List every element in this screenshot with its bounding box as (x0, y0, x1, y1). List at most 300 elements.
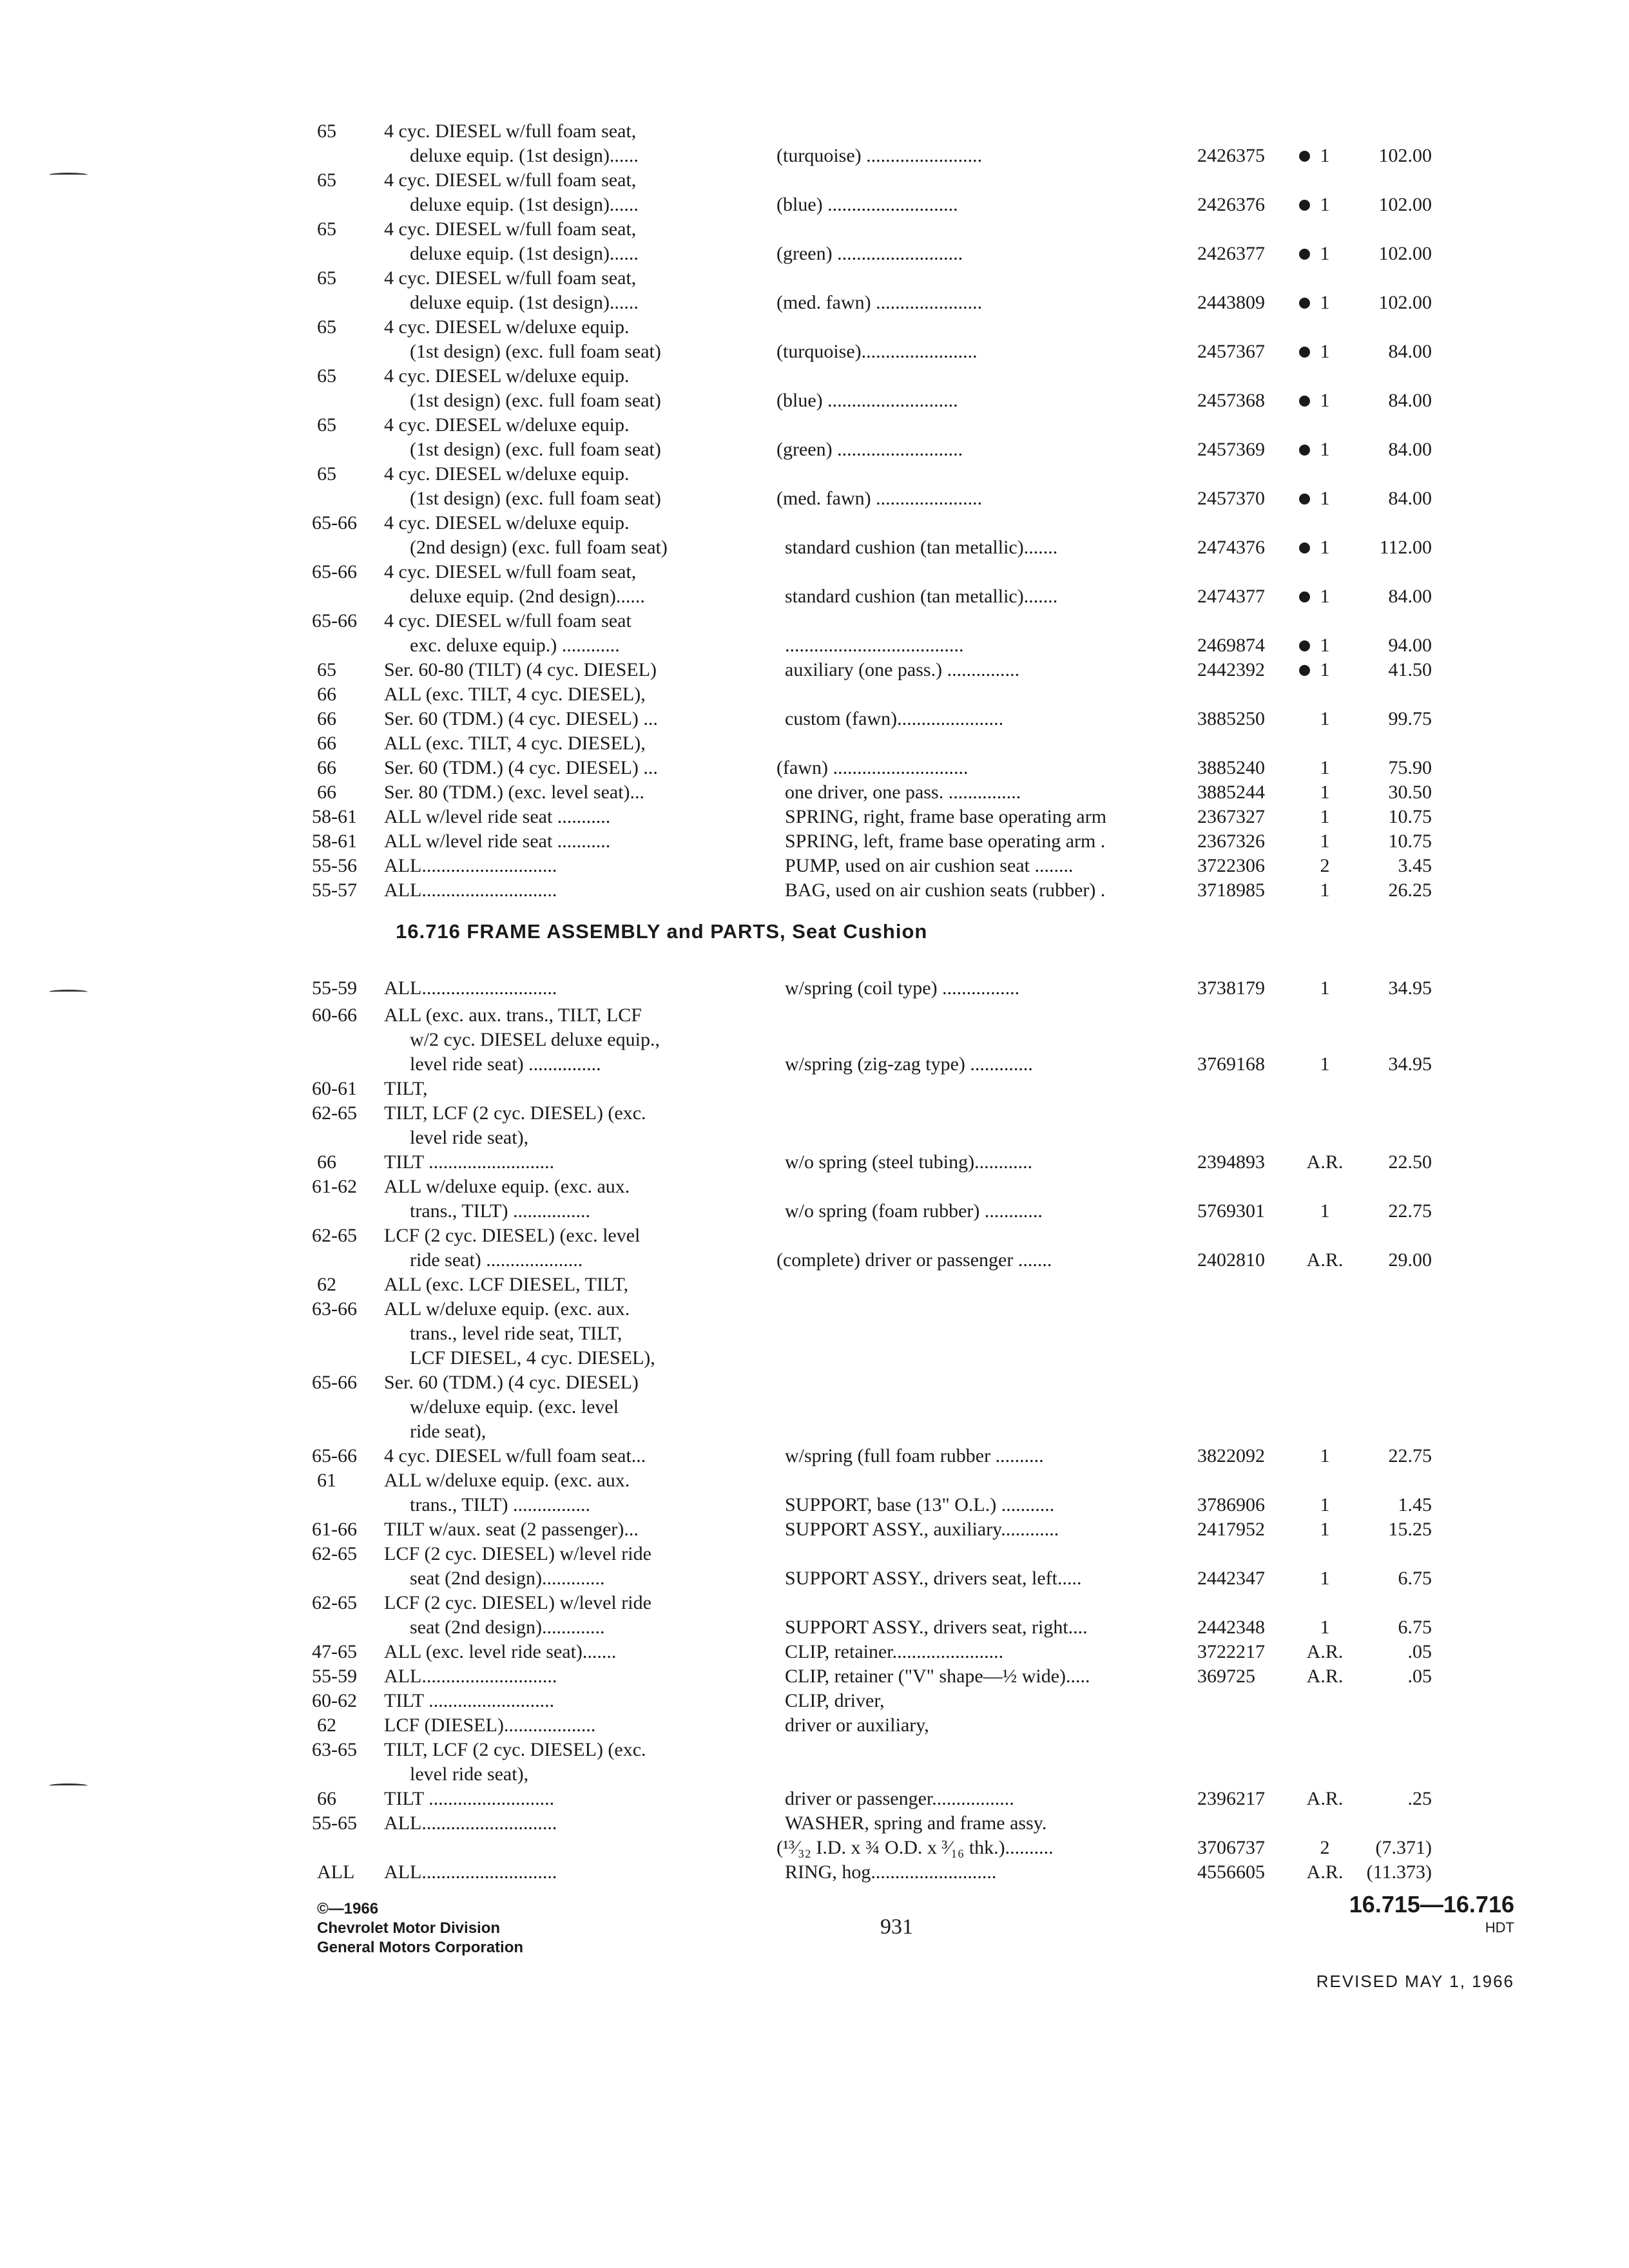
year-cell: 65-66 (312, 512, 357, 533)
table-row (0, 1713, 1629, 1738)
application-cell: ALL............................ (384, 879, 557, 901)
price-cell: (7.371) (1375, 1837, 1432, 1858)
description-cell: w/spring (full foam rubber .......... (785, 1445, 1044, 1466)
part-number-cell: 5769301 (1197, 1200, 1265, 1222)
price-cell: 22.75 (1388, 1200, 1432, 1222)
section-reference (1276, 1890, 1514, 1937)
description-cell: (blue) ........................... (776, 194, 958, 215)
table-row (0, 1860, 1629, 1885)
table-row (0, 339, 1629, 365)
price-cell: 10.75 (1388, 831, 1432, 852)
quantity-cell: A.R. (1306, 1641, 1344, 1662)
application-cell: w/2 cyc. DIESEL deluxe equip., (410, 1029, 660, 1050)
margin-mark (49, 990, 88, 994)
price-cell: 29.00 (1388, 1249, 1432, 1271)
application-cell: deluxe equip. (1st design)...... (410, 292, 639, 313)
table-row (0, 290, 1629, 316)
price-cell: 75.90 (1388, 757, 1432, 778)
part-number-cell: 2442347 (1197, 1568, 1265, 1589)
year-cell: 55-57 (312, 879, 357, 901)
year-cell: 47-65 (312, 1641, 357, 1662)
year-cell: 65 (317, 120, 336, 142)
application-cell: 4 cyc. DIESEL w/deluxe equip. (384, 365, 630, 387)
part-number-cell: 2457370 (1197, 488, 1265, 509)
table-row (0, 1566, 1629, 1591)
table-row (0, 1003, 1629, 1028)
application-cell: ALL (exc. level ride seat)....... (384, 1641, 617, 1662)
table-row (0, 241, 1629, 267)
year-cell: 62 (317, 1274, 336, 1295)
application-cell: deluxe equip. (1st design)...... (410, 243, 639, 264)
quantity-cell: 1 (1320, 1200, 1330, 1222)
part-number-cell: 3786906 (1197, 1494, 1265, 1515)
table-row (0, 1517, 1629, 1542)
description-cell: (¹³⁄₃₂ I.D. x ¾ O.D. x ³⁄₁₆ thk.).......... (776, 1837, 1054, 1858)
application-cell: seat (2nd design)............. (410, 1568, 605, 1589)
application-cell: Ser. 80 (TDM.) (exc. level seat)... (384, 782, 645, 803)
table-row (0, 584, 1629, 610)
quantity-cell: 1 (1320, 537, 1330, 558)
application-cell: TILT, LCF (2 cyc. DIESEL) (exc. (384, 1739, 646, 1760)
application-cell: ALL............................ (384, 855, 557, 876)
description-cell: driver or auxiliary, (785, 1715, 929, 1736)
part-number-cell: 3718985 (1197, 879, 1265, 901)
part-number-cell: 2474377 (1197, 586, 1265, 607)
year-cell: 66 (317, 1151, 336, 1173)
year-cell: 66 (317, 684, 336, 705)
year-cell: 65 (317, 218, 336, 240)
table-row (0, 216, 1629, 242)
table-row (0, 1443, 1629, 1469)
application-cell: ALL w/level ride seat ........... (384, 806, 611, 827)
application-cell: 4 cyc. DIESEL w/deluxe equip. (384, 316, 630, 338)
table-row (0, 780, 1629, 805)
year-cell: 63-65 (312, 1739, 357, 1760)
application-cell: 4 cyc. DIESEL w/full foam seat, (384, 561, 637, 582)
price-cell: 34.95 (1388, 977, 1432, 999)
page-number: 931 (880, 1915, 913, 1939)
part-number-cell: 2367327 (1197, 806, 1265, 827)
description-cell: SUPPORT ASSY., drivers seat, left..... (785, 1568, 1082, 1589)
application-cell: ALL (exc. TILT, 4 cyc. DIESEL), (384, 684, 646, 705)
application-cell: ALL w/deluxe equip. (exc. aux. (384, 1298, 630, 1320)
year-cell: 60-62 (312, 1690, 357, 1711)
price-cell: 84.00 (1388, 439, 1432, 460)
description-cell: ..................................... (785, 635, 964, 656)
quantity-cell: 1 (1320, 1494, 1330, 1515)
table-row (0, 461, 1629, 487)
table-row (0, 314, 1629, 340)
quantity-cell: 2 (1320, 1837, 1330, 1858)
year-cell: 60-66 (312, 1004, 357, 1026)
description-cell: (blue) ........................... (776, 390, 958, 411)
part-number-cell: 3885244 (1197, 782, 1265, 803)
description-cell: custom (fawn)...................... (785, 708, 1004, 729)
table-row (0, 510, 1629, 536)
table-row (0, 388, 1629, 414)
table-row (0, 1149, 1629, 1175)
quantity-cell: A.R. (1306, 1249, 1344, 1271)
part-number-cell: 4556605 (1197, 1861, 1265, 1883)
table-row (0, 1174, 1629, 1200)
description-cell: w/spring (coil type) ................ (785, 977, 1020, 999)
table-row (0, 1321, 1629, 1347)
year-cell: 65-66 (312, 1372, 357, 1393)
description-cell: w/o spring (foam rubber) ............ (785, 1200, 1043, 1222)
quantity-cell: 1 (1320, 194, 1330, 215)
margin-mark (49, 173, 88, 177)
table-row (0, 1737, 1629, 1763)
application-cell: seat (2nd design)............. (410, 1617, 605, 1638)
description-cell: standard cushion (tan metallic)....... (785, 586, 1058, 607)
revised-date: REVISED MAY 1, 1966 (1316, 1972, 1514, 1991)
price-cell: 102.00 (1378, 292, 1432, 313)
table-row (0, 1370, 1629, 1396)
application-cell: 4 cyc. DIESEL w/deluxe equip. (384, 414, 630, 436)
quantity-cell: 1 (1320, 1519, 1330, 1540)
table-row (0, 608, 1629, 634)
application-cell: Ser. 60 (TDM.) (4 cyc. DIESEL) (384, 1372, 639, 1393)
part-number-cell: 3722306 (1197, 855, 1265, 876)
year-cell: 62 (317, 1715, 336, 1736)
table-row (0, 878, 1629, 903)
application-cell: ALL............................ (384, 977, 557, 999)
part-number-cell: 2457368 (1197, 390, 1265, 411)
part-number-cell: 2474376 (1197, 537, 1265, 558)
table-row (0, 804, 1629, 830)
application-cell: trans., TILT) ................ (410, 1200, 590, 1222)
part-number-cell: 3738179 (1197, 977, 1265, 999)
price-cell: 102.00 (1378, 145, 1432, 166)
application-cell: ride seat), (410, 1421, 487, 1442)
part-number-cell: 2457367 (1197, 341, 1265, 362)
quantity-cell: 1 (1320, 1053, 1330, 1075)
table-row (0, 1100, 1629, 1126)
application-cell: 4 cyc. DIESEL w/full foam seat, (384, 120, 637, 142)
part-number-cell: 2469874 (1197, 635, 1265, 656)
part-number-cell: 2396217 (1197, 1788, 1265, 1809)
table-row (0, 559, 1629, 585)
application-cell: deluxe equip. (2nd design)...... (410, 586, 645, 607)
year-cell: 58-61 (312, 831, 357, 852)
table-row (0, 363, 1629, 389)
quantity-cell: 1 (1320, 341, 1330, 362)
price-cell: 30.50 (1388, 782, 1432, 803)
description-cell: SUPPORT ASSY., auxiliary............ (785, 1519, 1059, 1540)
table-row (0, 535, 1629, 561)
table-row (0, 412, 1629, 438)
application-cell: TILT .......................... (384, 1690, 555, 1711)
part-number-cell: 2394893 (1197, 1151, 1265, 1173)
application-cell: ALL............................ (384, 1861, 557, 1883)
price-cell: 3.45 (1398, 855, 1432, 876)
table-row (0, 1076, 1629, 1102)
year-cell: ALL (317, 1861, 355, 1883)
year-cell: 65 (317, 365, 336, 387)
year-cell: 66 (317, 1788, 336, 1809)
application-cell: (2nd design) (exc. full foam seat) (410, 537, 668, 558)
table-row (0, 755, 1629, 781)
application-cell: (1st design) (exc. full foam seat) (410, 439, 661, 460)
description-cell: SUPPORT ASSY., drivers seat, right.... (785, 1617, 1088, 1638)
description-cell: one driver, one pass. ............... (785, 782, 1021, 803)
application-cell: Ser. 60-80 (TILT) (4 cyc. DIESEL) (384, 659, 657, 680)
description-cell: CLIP, retainer....................... (785, 1641, 1004, 1662)
year-cell: 66 (317, 782, 336, 803)
price-cell: 102.00 (1378, 243, 1432, 264)
description-cell: (med. fawn) ...................... (776, 292, 983, 313)
year-cell: 55-56 (312, 855, 357, 876)
quantity-cell: A.R. (1306, 1788, 1344, 1809)
description-cell: w/o spring (steel tubing)............ (785, 1151, 1033, 1173)
price-cell: 22.50 (1388, 1151, 1432, 1173)
application-cell: TILT .......................... (384, 1788, 555, 1809)
year-cell: 62-65 (312, 1543, 357, 1564)
table-row (0, 1762, 1629, 1787)
table-row (0, 1027, 1629, 1053)
table-row (0, 119, 1629, 144)
price-cell: .05 (1407, 1666, 1432, 1687)
part-number-cell: 2442392 (1197, 659, 1265, 680)
table-row (0, 1664, 1629, 1689)
table-row (0, 192, 1629, 218)
year-cell: 65-66 (312, 1445, 357, 1466)
quantity-cell: 1 (1320, 488, 1330, 509)
application-cell: 4 cyc. DIESEL w/deluxe equip. (384, 512, 630, 533)
year-cell: 61 (317, 1470, 336, 1491)
table-row (0, 1468, 1629, 1494)
table-row (0, 1223, 1629, 1249)
year-cell: 65-66 (312, 561, 357, 582)
year-cell: 62-65 (312, 1102, 357, 1124)
application-cell: TILT, (384, 1078, 428, 1099)
application-cell: ALL (exc. LCF DIESEL, TILT, (384, 1274, 629, 1295)
quantity-cell: 1 (1320, 439, 1330, 460)
application-cell: 4 cyc. DIESEL w/full foam seat (384, 610, 631, 631)
description-cell: (med. fawn) ...................... (776, 488, 983, 509)
application-cell: LCF DIESEL, 4 cyc. DIESEL), (410, 1347, 655, 1369)
application-cell: LCF (DIESEL)................... (384, 1715, 596, 1736)
table-row (0, 1198, 1629, 1224)
application-cell: Ser. 60 (TDM.) (4 cyc. DIESEL) ... (384, 708, 658, 729)
division: Chevrolet Motor Division (317, 1919, 501, 1937)
margin-mark (49, 1783, 88, 1788)
price-cell: 99.75 (1388, 708, 1432, 729)
table-row (0, 1639, 1629, 1665)
quantity-cell: 1 (1320, 782, 1330, 803)
table-row (0, 1811, 1629, 1836)
quantity-cell: 1 (1320, 1617, 1330, 1638)
description-cell: WASHER, spring and frame assy. (785, 1812, 1047, 1834)
part-number-cell: 3706737 (1197, 1837, 1265, 1858)
part-number-cell: 2402810 (1197, 1249, 1265, 1271)
year-cell: 55-65 (312, 1812, 357, 1834)
year-cell: 65 (317, 659, 336, 680)
year-cell: 62-65 (312, 1225, 357, 1246)
part-number-cell: 2426375 (1197, 145, 1265, 166)
table-row (0, 1492, 1629, 1518)
year-cell: 65 (317, 169, 336, 191)
year-cell: 62-65 (312, 1592, 357, 1613)
quantity-cell: 1 (1320, 977, 1330, 999)
part-number-cell: 3722217 (1197, 1641, 1265, 1662)
section-title: 16.716 FRAME ASSEMBLY and PARTS, Seat Cushion (396, 920, 928, 943)
quantity-cell: 1 (1320, 708, 1330, 729)
application-cell: ALL (exc. aux. trans., TILT, LCF (384, 1004, 642, 1026)
quantity-cell: 1 (1320, 831, 1330, 852)
table-row (0, 486, 1629, 512)
price-cell: 112.00 (1379, 537, 1432, 558)
table-row (0, 437, 1629, 463)
year-cell: 61-66 (312, 1519, 357, 1540)
year-cell: 66 (317, 708, 336, 729)
application-cell: ALL (exc. TILT, 4 cyc. DIESEL), (384, 733, 646, 754)
application-cell: TILT, LCF (2 cyc. DIESEL) (exc. (384, 1102, 646, 1124)
price-cell: 84.00 (1388, 390, 1432, 411)
table-row (0, 265, 1629, 291)
description-cell: CLIP, retainer ("V" shape—½ wide)..... (785, 1666, 1090, 1687)
part-number-cell: 2417952 (1197, 1519, 1265, 1540)
price-cell: 10.75 (1388, 806, 1432, 827)
quantity-cell: 1 (1320, 1568, 1330, 1589)
table-row (0, 1419, 1629, 1445)
year-cell: 61-62 (312, 1176, 357, 1197)
table-row (0, 1272, 1629, 1298)
application-cell: (1st design) (exc. full foam seat) (410, 488, 661, 509)
table-row (0, 1394, 1629, 1420)
application-cell: 4 cyc. DIESEL w/full foam seat, (384, 218, 637, 240)
quantity-cell: 1 (1320, 292, 1330, 313)
part-number-cell: 3885240 (1197, 757, 1265, 778)
application-cell: deluxe equip. (1st design)...... (410, 194, 639, 215)
application-cell: (1st design) (exc. full foam seat) (410, 390, 661, 411)
price-cell: 26.25 (1388, 879, 1432, 901)
description-cell: BAG, used on air cushion seats (rubber) . (785, 879, 1106, 901)
quantity-cell: A.R. (1306, 1151, 1344, 1173)
description-cell: w/spring (zig-zag type) ............. (785, 1053, 1033, 1075)
table-row (0, 657, 1629, 683)
price-cell: 41.50 (1388, 659, 1432, 680)
application-cell: level ride seat), (410, 1763, 529, 1785)
table-row (0, 1786, 1629, 1812)
part-number-cell: 369725 (1197, 1666, 1255, 1687)
year-cell: 63-66 (312, 1298, 357, 1320)
table-row (0, 1541, 1629, 1567)
application-cell: (1st design) (exc. full foam seat) (410, 341, 661, 362)
application-cell: 4 cyc. DIESEL w/full foam seat, (384, 267, 637, 289)
price-cell: (11.373) (1366, 1861, 1432, 1883)
table-row (0, 706, 1629, 732)
year-cell: 55-59 (312, 977, 357, 999)
part-number-cell: 2426377 (1197, 243, 1265, 264)
year-cell: 66 (317, 733, 336, 754)
application-cell: ride seat) .................... (410, 1249, 583, 1271)
table-row (0, 829, 1629, 854)
section-code: HDT (1485, 1919, 1514, 1936)
application-cell: 4 cyc. DIESEL w/deluxe equip. (384, 463, 630, 485)
part-number-cell: 3822092 (1197, 1445, 1265, 1466)
quantity-cell: 1 (1320, 757, 1330, 778)
quantity-cell: 1 (1320, 586, 1330, 607)
part-number-cell: 3769168 (1197, 1053, 1265, 1075)
table-row (0, 1688, 1629, 1714)
quantity-cell: 1 (1320, 145, 1330, 166)
description-cell: (green) .......................... (776, 439, 963, 460)
description-cell: SUPPORT, base (13" O.L.) ........... (785, 1494, 1055, 1515)
price-cell: 1.45 (1398, 1494, 1432, 1515)
table-row (0, 1052, 1629, 1077)
price-cell: 84.00 (1388, 341, 1432, 362)
application-cell: deluxe equip. (1st design)...... (410, 145, 639, 166)
part-number-cell: 2443809 (1197, 292, 1265, 313)
application-cell: ALL w/deluxe equip. (exc. aux. (384, 1176, 630, 1197)
table-row (0, 1590, 1629, 1616)
application-cell: LCF (2 cyc. DIESEL) (exc. level (384, 1225, 641, 1246)
application-cell: trans., level ride seat, TILT, (410, 1323, 622, 1344)
application-cell: exc. deluxe equip.) ............ (410, 635, 620, 656)
application-cell: 4 cyc. DIESEL w/full foam seat... (384, 1445, 646, 1466)
quantity-cell: A.R. (1306, 1861, 1344, 1883)
price-cell: 22.75 (1388, 1445, 1432, 1466)
price-cell: 15.25 (1388, 1519, 1432, 1540)
price-cell: .25 (1407, 1788, 1432, 1809)
application-cell: ALL............................ (384, 1666, 557, 1687)
year-cell: 65-66 (312, 610, 357, 631)
quantity-cell: 1 (1320, 879, 1330, 901)
price-cell: 84.00 (1388, 586, 1432, 607)
application-cell: trans., TILT) ................ (410, 1494, 590, 1515)
table-row (0, 853, 1629, 879)
table-row (0, 1345, 1629, 1371)
table-row (0, 633, 1629, 658)
part-number-cell: 2442348 (1197, 1617, 1265, 1638)
application-cell: LCF (2 cyc. DIESEL) w/level ride (384, 1543, 651, 1564)
table-row (0, 1247, 1629, 1273)
year-cell: 65 (317, 316, 336, 338)
table-row (0, 168, 1629, 193)
price-cell: 102.00 (1378, 194, 1432, 215)
quantity-cell: 1 (1320, 390, 1330, 411)
price-cell: 84.00 (1388, 488, 1432, 509)
quantity-cell: 1 (1320, 659, 1330, 680)
table-row (0, 143, 1629, 169)
application-cell: LCF (2 cyc. DIESEL) w/level ride (384, 1592, 651, 1613)
price-cell: .05 (1407, 1641, 1432, 1662)
application-cell: TILT .......................... (384, 1151, 555, 1173)
copyright: ©—1966 (317, 1900, 379, 1917)
quantity-cell: 1 (1320, 243, 1330, 264)
application-cell: ALL............................ (384, 1812, 557, 1834)
year-cell: 65 (317, 267, 336, 289)
year-cell: 66 (317, 757, 336, 778)
part-number-cell: 2457369 (1197, 439, 1265, 460)
quantity-cell: 2 (1320, 855, 1330, 876)
description-cell: PUMP, used on air cushion seat ........ (785, 855, 1074, 876)
description-cell: driver or passenger................. (785, 1788, 1014, 1809)
description-cell: (complete) driver or passenger ....... (776, 1249, 1052, 1271)
quantity-cell: 1 (1320, 1445, 1330, 1466)
description-cell: CLIP, driver, (785, 1690, 885, 1711)
part-number-cell: 3885250 (1197, 708, 1265, 729)
table-row (0, 1835, 1629, 1861)
year-cell: 60-61 (312, 1078, 357, 1099)
application-cell: level ride seat), (410, 1127, 529, 1148)
table-row (0, 1296, 1629, 1322)
table-row (0, 975, 1629, 1001)
application-cell: Ser. 60 (TDM.) (4 cyc. DIESEL) ... (384, 757, 658, 778)
year-cell: 58-61 (312, 806, 357, 827)
corporation: General Motors Corporation (317, 1939, 524, 1956)
